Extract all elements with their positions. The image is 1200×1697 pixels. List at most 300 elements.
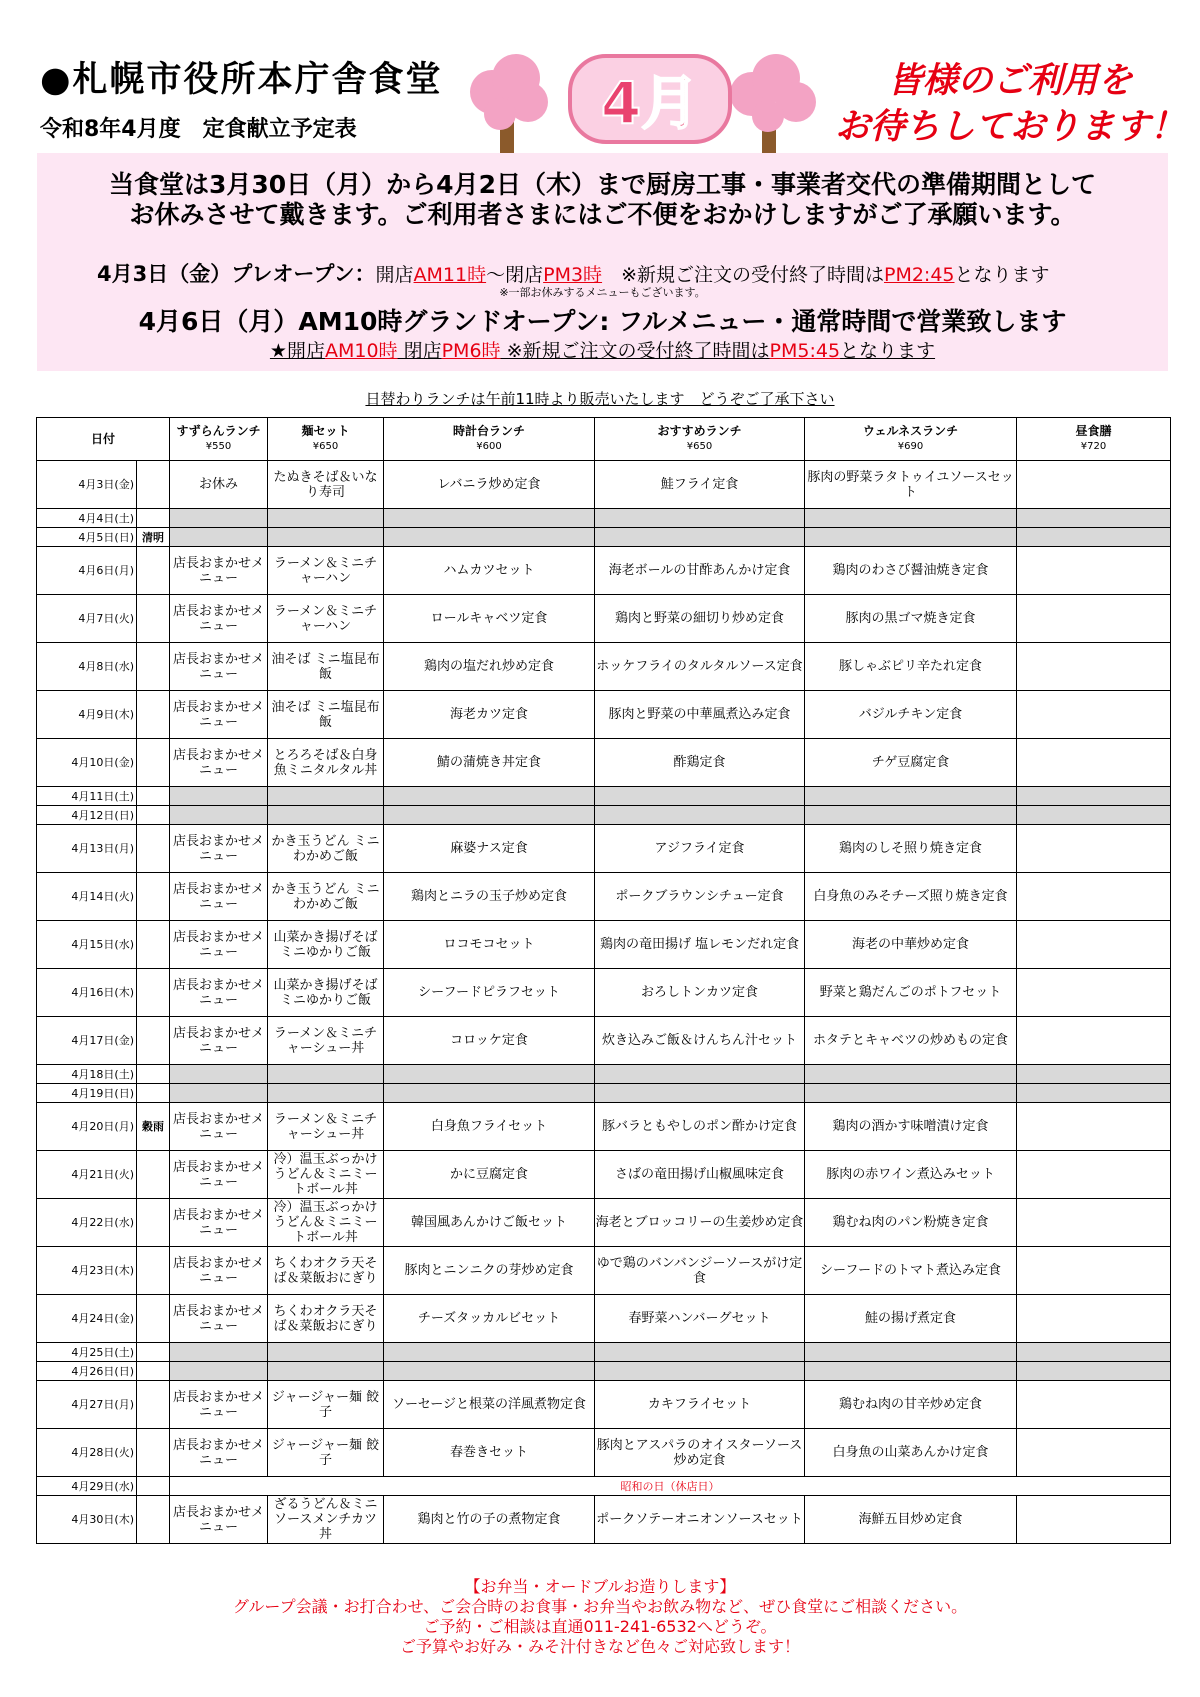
date-cell: 4月20日(月) bbox=[37, 1103, 137, 1151]
page-title: ●札幌市役所本庁舎食堂 bbox=[40, 60, 443, 100]
menu-cell-3: ハムカツセット bbox=[384, 547, 595, 595]
holiday-cell bbox=[137, 1084, 170, 1103]
weekend-cell bbox=[268, 1362, 384, 1381]
column-header-price: ¥720 bbox=[1080, 441, 1107, 452]
column-header bbox=[1017, 418, 1171, 461]
grand-order-time: PM5:45 bbox=[769, 340, 841, 362]
menu-cell-5: 鶏むね肉のパン粉焼き定食 bbox=[805, 1199, 1017, 1247]
weekend-cell bbox=[805, 528, 1017, 547]
menu-cell-4: カキフライセット bbox=[595, 1381, 805, 1429]
holiday-cell bbox=[137, 1343, 170, 1362]
closed-day-cell: 昭和の日（休店日） bbox=[170, 1477, 1171, 1496]
holiday-cell bbox=[137, 1151, 170, 1199]
menu-cell-2: ざるうどん＆ミニソースメンチカツ丼 bbox=[268, 1496, 384, 1544]
holiday-cell bbox=[137, 643, 170, 691]
weekend-cell bbox=[268, 509, 384, 528]
date-cell: 4月23日(木) bbox=[37, 1247, 137, 1295]
holiday-cell bbox=[137, 1496, 170, 1544]
weekend-cell bbox=[268, 528, 384, 547]
menu-cell-5: シーフードのトマト煮込み定食 bbox=[805, 1247, 1017, 1295]
date-cell: 4月4日(土) bbox=[37, 509, 137, 528]
menu-cell-4: 酢鶏定食 bbox=[595, 739, 805, 787]
menu-cell-4: さばの竜田揚げ山椒風味定食 bbox=[595, 1151, 805, 1199]
table-row bbox=[37, 1496, 1171, 1544]
menu-cell-4: おろしトンカツ定食 bbox=[595, 969, 805, 1017]
holiday-cell bbox=[137, 509, 170, 528]
table-row bbox=[37, 1103, 1171, 1151]
menu-cell-4: 海老ボールの甘酢あんかけ定食 bbox=[595, 547, 805, 595]
menu-cell-1: 店長おまかせメニュー bbox=[170, 1429, 268, 1477]
table-row bbox=[37, 595, 1171, 643]
menu-cell-1: 店長おまかせメニュー bbox=[170, 873, 268, 921]
menu-cell-5: 鶏肉の酒かす味噌漬け定食 bbox=[805, 1103, 1017, 1151]
menu-cell-2: かき玉うどん ミニわかめご飯 bbox=[268, 825, 384, 873]
greeting-banner bbox=[820, 58, 1200, 150]
grand-close-label: 閉店 bbox=[397, 340, 442, 362]
menu-cell-1: 店長おまかせメニュー bbox=[170, 1247, 268, 1295]
weekend-cell bbox=[170, 1362, 268, 1381]
cherry-tree-icon-left bbox=[470, 54, 548, 154]
footer-line-2: グループ会議・お打合わせ、ご会合時のお食事・お弁当やお飲み物など、ぜひ食堂にご相談ください。 bbox=[232, 1597, 968, 1616]
weekend-cell bbox=[595, 509, 805, 528]
menu-cell-4: 豚肉と野菜の中華風煮込み定食 bbox=[595, 691, 805, 739]
holiday-cell bbox=[137, 921, 170, 969]
table-row bbox=[37, 873, 1171, 921]
table-row bbox=[37, 1295, 1171, 1343]
menu-cell-3: ソーセージと根菜の洋風煮物定食 bbox=[384, 1381, 595, 1429]
table-row bbox=[37, 1151, 1171, 1199]
menu-cell-6 bbox=[1017, 691, 1171, 739]
menu-cell-6 bbox=[1017, 739, 1171, 787]
table-row bbox=[37, 1362, 1171, 1381]
weekend-cell bbox=[805, 1362, 1017, 1381]
date-cell: 4月22日(水) bbox=[37, 1199, 137, 1247]
menu-cell-2: たぬきそば＆いなり寿司 bbox=[268, 461, 384, 509]
weekend-cell bbox=[170, 806, 268, 825]
menu-cell-5: 海鮮五目炒め定食 bbox=[805, 1496, 1017, 1544]
table-row bbox=[37, 691, 1171, 739]
holiday-cell bbox=[137, 1429, 170, 1477]
menu-cell-6 bbox=[1017, 1017, 1171, 1065]
notice-line-2: お休みさせて戴きます。ご利用者さまにはご不便をおかけしますがご了承願います。 bbox=[129, 200, 1076, 229]
table-header-row bbox=[37, 418, 1171, 461]
column-header bbox=[384, 418, 595, 461]
weekend-cell bbox=[1017, 528, 1171, 547]
table-row bbox=[37, 1084, 1171, 1103]
date-cell: 4月6日(月) bbox=[37, 547, 137, 595]
grand-order-end: となります bbox=[840, 340, 936, 362]
holiday-cell bbox=[137, 1199, 170, 1247]
column-header bbox=[805, 418, 1017, 461]
weekend-cell bbox=[805, 509, 1017, 528]
menu-cell-6 bbox=[1017, 921, 1171, 969]
weekend-cell bbox=[805, 1343, 1017, 1362]
date-cell: 4月3日(金) bbox=[37, 461, 137, 509]
menu-cell-3: かに豆腐定食 bbox=[384, 1151, 595, 1199]
date-cell: 4月25日(土) bbox=[37, 1343, 137, 1362]
menu-cell-6 bbox=[1017, 1496, 1171, 1544]
column-header-label: おすすめランチ bbox=[657, 424, 742, 438]
weekend-cell bbox=[384, 787, 595, 806]
weekend-cell bbox=[595, 1084, 805, 1103]
menu-cell-1: お休み bbox=[170, 461, 268, 509]
pre-open-sep: ～閉店 bbox=[486, 264, 544, 286]
weekend-cell bbox=[268, 806, 384, 825]
pre-open-note: ※一部お休みするメニューもございます。 bbox=[499, 286, 706, 299]
menu-cell-2: 油そば ミニ塩昆布飯 bbox=[268, 691, 384, 739]
column-header-label: 時計台ランチ bbox=[453, 424, 526, 438]
footer-notice bbox=[0, 1577, 1200, 1657]
column-header bbox=[268, 418, 384, 461]
menu-cell-4: 鮭フライ定食 bbox=[595, 461, 805, 509]
menu-cell-4: ポークブラウンシチュー定食 bbox=[595, 873, 805, 921]
date-cell: 4月14日(火) bbox=[37, 873, 137, 921]
weekend-cell bbox=[384, 1084, 595, 1103]
column-header-price: ¥690 bbox=[897, 441, 924, 452]
menu-cell-5: 白身魚の山菜あんかけ定食 bbox=[805, 1429, 1017, 1477]
menu-cell-4: ホッケフライのタルタルソース定食 bbox=[595, 643, 805, 691]
weekend-cell bbox=[384, 528, 595, 547]
column-header-label: 日付 bbox=[91, 432, 116, 446]
menu-cell-3: 鶏肉と竹の子の煮物定食 bbox=[384, 1496, 595, 1544]
menu-cell-1: 店長おまかせメニュー bbox=[170, 921, 268, 969]
date-cell: 4月8日(水) bbox=[37, 643, 137, 691]
menu-cell-4: 海老とブロッコリーの生姜炒め定食 bbox=[595, 1199, 805, 1247]
menu-cell-6 bbox=[1017, 1429, 1171, 1477]
weekend-cell bbox=[170, 1343, 268, 1362]
holiday-cell bbox=[137, 825, 170, 873]
menu-cell-6 bbox=[1017, 1295, 1171, 1343]
grand-open-line: 4月6日（月）AM10時グランドオープン: フルメニュー・通常時間で営業致します bbox=[138, 307, 1067, 336]
date-cell: 4月28日(火) bbox=[37, 1429, 137, 1477]
table-row bbox=[37, 921, 1171, 969]
menu-cell-3: チーズタッカルビセット bbox=[384, 1295, 595, 1343]
menu-cell-1: 店長おまかせメニュー bbox=[170, 1496, 268, 1544]
menu-cell-1: 店長おまかせメニュー bbox=[170, 1151, 268, 1199]
weekend-cell bbox=[268, 787, 384, 806]
menu-cell-6 bbox=[1017, 1247, 1171, 1295]
date-cell: 4月19日(日) bbox=[37, 1084, 137, 1103]
weekend-cell bbox=[1017, 787, 1171, 806]
menu-cell-6 bbox=[1017, 1151, 1171, 1199]
holiday-cell bbox=[137, 787, 170, 806]
date-cell: 4月18日(土) bbox=[37, 1065, 137, 1084]
weekend-cell bbox=[595, 1343, 805, 1362]
weekend-cell bbox=[1017, 806, 1171, 825]
holiday-cell bbox=[137, 547, 170, 595]
footer-line-3: ご予約・ご相談は直通011-241-6532へどうぞ。 bbox=[423, 1617, 777, 1636]
date-cell: 4月7日(火) bbox=[37, 595, 137, 643]
menu-cell-5: 豚肉の赤ワイン煮込みセット bbox=[805, 1151, 1017, 1199]
table-row bbox=[37, 825, 1171, 873]
column-header-price: ¥650 bbox=[686, 441, 713, 452]
weekend-cell bbox=[268, 1084, 384, 1103]
holiday-cell bbox=[137, 691, 170, 739]
menu-cell-3: 鶏肉の塩だれ炒め定食 bbox=[384, 643, 595, 691]
menu-cell-3: 麻婆ナス定食 bbox=[384, 825, 595, 873]
table-row bbox=[37, 1199, 1171, 1247]
date-cell: 4月30日(木) bbox=[37, 1496, 137, 1544]
date-cell: 4月26日(日) bbox=[37, 1362, 137, 1381]
weekend-cell bbox=[384, 1362, 595, 1381]
column-header-price: ¥550 bbox=[205, 441, 232, 452]
menu-cell-3: 白身魚フライセット bbox=[384, 1103, 595, 1151]
date-cell: 4月5日(日) bbox=[37, 528, 137, 547]
greeting-line-2: お待ちしております！ bbox=[834, 107, 1185, 147]
date-cell: 4月29日(水) bbox=[37, 1477, 137, 1496]
menu-cell-6 bbox=[1017, 547, 1171, 595]
daily-lunch-note: 日替わりランチは午前11時より販売いたします どうぞご了承下さい bbox=[365, 390, 835, 408]
holiday-cell bbox=[137, 1017, 170, 1065]
weekend-cell bbox=[595, 1362, 805, 1381]
menu-cell-3: 豚肉とニンニクの芽炒め定食 bbox=[384, 1247, 595, 1295]
weekend-cell bbox=[170, 1084, 268, 1103]
column-header-label: 麺セット bbox=[301, 424, 350, 438]
table-row bbox=[37, 643, 1171, 691]
menu-cell-3: 鯖の蒲焼き丼定食 bbox=[384, 739, 595, 787]
weekend-cell bbox=[805, 806, 1017, 825]
weekend-cell bbox=[170, 787, 268, 806]
weekend-cell bbox=[170, 509, 268, 528]
menu-cell-2: 油そば ミニ塩昆布飯 bbox=[268, 643, 384, 691]
column-header bbox=[37, 418, 170, 461]
holiday-cell bbox=[137, 1362, 170, 1381]
table-row bbox=[37, 1343, 1171, 1362]
menu-cell-4: 豚バラともやしのポン酢かけ定食 bbox=[595, 1103, 805, 1151]
date-cell: 4月24日(金) bbox=[37, 1295, 137, 1343]
weekend-cell bbox=[595, 528, 805, 547]
date-cell: 4月17日(金) bbox=[37, 1017, 137, 1065]
pre-close-time: PM3時 bbox=[543, 264, 603, 286]
date-cell: 4月16日(木) bbox=[37, 969, 137, 1017]
menu-cell-6 bbox=[1017, 1199, 1171, 1247]
table-row bbox=[37, 739, 1171, 787]
menu-cell-1: 店長おまかせメニュー bbox=[170, 1199, 268, 1247]
menu-cell-2: 山菜かき揚げそば ミニゆかりご飯 bbox=[268, 969, 384, 1017]
date-cell: 4月21日(火) bbox=[37, 1151, 137, 1199]
holiday-cell bbox=[137, 873, 170, 921]
pre-order-end: となります bbox=[954, 264, 1050, 286]
table-row bbox=[37, 1017, 1171, 1065]
holiday-cell bbox=[137, 1381, 170, 1429]
table-row bbox=[37, 528, 1171, 547]
menu-cell-2: ラーメン＆ミニチャーハン bbox=[268, 547, 384, 595]
menu-cell-3: レバニラ炒め定食 bbox=[384, 461, 595, 509]
table-row bbox=[37, 806, 1171, 825]
menu-cell-2: ジャージャー麺 餃子 bbox=[268, 1381, 384, 1429]
weekend-cell bbox=[1017, 509, 1171, 528]
menu-cell-3: 鶏肉とニラの玉子炒め定食 bbox=[384, 873, 595, 921]
menu-cell-2: 山菜かき揚げそば ミニゆかりご飯 bbox=[268, 921, 384, 969]
date-cell: 4月15日(水) bbox=[37, 921, 137, 969]
holiday-cell bbox=[137, 739, 170, 787]
holiday-cell bbox=[137, 1065, 170, 1084]
menu-cell-4: 豚肉とアスパラのオイスターソース炒め定食 bbox=[595, 1429, 805, 1477]
page-subtitle: 令和8年4月度 定食献立予定表 bbox=[40, 117, 357, 142]
menu-cell-2: ラーメン＆ミニチャーハン bbox=[268, 595, 384, 643]
grand-open-time: AM10時 bbox=[324, 340, 398, 362]
weekend-cell bbox=[1017, 1362, 1171, 1381]
menu-cell-3: シーフードピラフセット bbox=[384, 969, 595, 1017]
menu-cell-3: ロコモコセット bbox=[384, 921, 595, 969]
column-header-price: ¥650 bbox=[312, 441, 339, 452]
holiday-cell: 清明 bbox=[137, 528, 170, 547]
menu-cell-1: 店長おまかせメニュー bbox=[170, 969, 268, 1017]
notice-box bbox=[37, 153, 1168, 371]
holiday-cell bbox=[137, 595, 170, 643]
menu-cell-1: 店長おまかせメニュー bbox=[170, 1017, 268, 1065]
page-header bbox=[0, 0, 1200, 150]
table-row bbox=[37, 1247, 1171, 1295]
menu-cell-5: 鶏肉のわさび醤油焼き定食 bbox=[805, 547, 1017, 595]
menu-cell-5: ホタテとキャベツの炒めもの定食 bbox=[805, 1017, 1017, 1065]
table-row bbox=[37, 547, 1171, 595]
menu-cell-6 bbox=[1017, 825, 1171, 873]
menu-cell-3: コロッケ定食 bbox=[384, 1017, 595, 1065]
menu-cell-2: ちくわオクラ天そば＆菜飯おにぎり bbox=[268, 1247, 384, 1295]
notice-line-1: 当食堂は3月30日（月）から4月2日（木）まで厨房工事・事業者交代の準備期間として bbox=[109, 170, 1096, 199]
table-row bbox=[37, 509, 1171, 528]
grand-open-label: ★開店 bbox=[269, 340, 325, 362]
menu-cell-1: 店長おまかせメニュー bbox=[170, 739, 268, 787]
pre-open-open-label: 開店 bbox=[375, 264, 414, 286]
weekend-cell bbox=[384, 509, 595, 528]
menu-cell-4: ゆで鶏のバンバンジーソースがけ定食 bbox=[595, 1247, 805, 1295]
menu-cell-5: 鶏肉のしそ照り焼き定食 bbox=[805, 825, 1017, 873]
pre-open-time: AM11時 bbox=[413, 264, 487, 286]
date-cell: 4月10日(金) bbox=[37, 739, 137, 787]
column-header bbox=[595, 418, 805, 461]
menu-cell-6 bbox=[1017, 1103, 1171, 1151]
weekend-cell bbox=[384, 1343, 595, 1362]
cherry-tree-icon-right bbox=[730, 54, 816, 154]
table-body bbox=[37, 461, 1171, 1544]
menu-cell-5: 豚肉の野菜ラタトゥイユソースセット bbox=[805, 461, 1017, 509]
grand-order-text: ※新規ご注文の受付終了時間は bbox=[500, 340, 770, 362]
menu-cell-4: ポークソテーオニオンソースセット bbox=[595, 1496, 805, 1544]
holiday-cell bbox=[137, 1295, 170, 1343]
menu-cell-3: ロールキャベツ定食 bbox=[384, 595, 595, 643]
menu-cell-1: 店長おまかせメニュー bbox=[170, 547, 268, 595]
menu-cell-1: 店長おまかせメニュー bbox=[170, 1295, 268, 1343]
menu-cell-2: かき玉うどん ミニわかめご飯 bbox=[268, 873, 384, 921]
menu-cell-2: とろろそば＆白身魚ミニタルタル丼 bbox=[268, 739, 384, 787]
table-row bbox=[37, 461, 1171, 509]
holiday-cell: 穀雨 bbox=[137, 1103, 170, 1151]
menu-cell-4: 鶏肉と野菜の細切り炒め定食 bbox=[595, 595, 805, 643]
menu-cell-3: 春巻きセット bbox=[384, 1429, 595, 1477]
month-badge-text: 4月 bbox=[600, 69, 700, 137]
date-cell: 4月13日(月) bbox=[37, 825, 137, 873]
menu-cell-2: 冷）温玉ぶっかけうどん＆ミニミートボール丼 bbox=[268, 1199, 384, 1247]
pre-order-time: PM2:45 bbox=[883, 264, 955, 286]
footer-line-4: ご予算やお好み・みそ汁付きなど色々ご対応致します！ bbox=[399, 1637, 800, 1656]
menu-cell-4: 春野菜ハンバーグセット bbox=[595, 1295, 805, 1343]
menu-cell-1: 店長おまかせメニュー bbox=[170, 643, 268, 691]
menu-cell-1: 店長おまかせメニュー bbox=[170, 825, 268, 873]
menu-cell-5: チゲ豆腐定食 bbox=[805, 739, 1017, 787]
weekend-cell bbox=[1017, 1065, 1171, 1084]
menu-cell-5: 野菜と鶏だんごのポトフセット bbox=[805, 969, 1017, 1017]
column-header-label: ウェルネスランチ bbox=[862, 424, 959, 438]
column-header-label: すずらんランチ bbox=[176, 424, 261, 438]
column-header-price: ¥600 bbox=[476, 441, 502, 452]
weekend-cell bbox=[268, 1343, 384, 1362]
menu-cell-2: 冷）温玉ぶっかけうどん＆ミニミートボール丼 bbox=[268, 1151, 384, 1199]
month-badge-illustration bbox=[470, 48, 820, 160]
menu-cell-2: ちくわオクラ天そば＆菜飯おにぎり bbox=[268, 1295, 384, 1343]
weekend-cell bbox=[595, 1065, 805, 1084]
weekend-cell bbox=[595, 806, 805, 825]
menu-cell-3: 海老カツ定食 bbox=[384, 691, 595, 739]
menu-cell-4: 炊き込みご飯＆けんちん汁セット bbox=[595, 1017, 805, 1065]
menu-cell-1: 店長おまかせメニュー bbox=[170, 595, 268, 643]
weekend-cell bbox=[170, 528, 268, 547]
menu-cell-5: 鶏むね肉の甘辛炒め定食 bbox=[805, 1381, 1017, 1429]
date-cell: 4月27日(月) bbox=[37, 1381, 137, 1429]
menu-cell-5: バジルチキン定食 bbox=[805, 691, 1017, 739]
menu-cell-6 bbox=[1017, 1381, 1171, 1429]
table-row bbox=[37, 1065, 1171, 1084]
holiday-cell bbox=[137, 1247, 170, 1295]
weekend-cell bbox=[1017, 1084, 1171, 1103]
date-cell: 4月9日(木) bbox=[37, 691, 137, 739]
menu-cell-3: 韓国風あんかけご飯セット bbox=[384, 1199, 595, 1247]
menu-cell-1: 店長おまかせメニュー bbox=[170, 1381, 268, 1429]
weekend-cell bbox=[805, 1084, 1017, 1103]
menu-cell-6 bbox=[1017, 969, 1171, 1017]
menu-cell-5: 豚肉の黒ゴマ焼き定食 bbox=[805, 595, 1017, 643]
weekend-cell bbox=[384, 1065, 595, 1084]
grand-close-time: PM6時 bbox=[441, 340, 501, 362]
table-row bbox=[37, 1429, 1171, 1477]
table-row bbox=[37, 1477, 1171, 1496]
holiday-cell bbox=[137, 461, 170, 509]
menu-cell-4: アジフライ定食 bbox=[595, 825, 805, 873]
menu-cell-6 bbox=[1017, 643, 1171, 691]
menu-cell-2: ラーメン＆ミニチャーシュー丼 bbox=[268, 1017, 384, 1065]
menu-cell-5: 海老の中華炒め定食 bbox=[805, 921, 1017, 969]
table-row bbox=[37, 1381, 1171, 1429]
menu-cell-5: 鮭の揚げ煮定食 bbox=[805, 1295, 1017, 1343]
date-cell: 4月12日(日) bbox=[37, 806, 137, 825]
weekend-cell bbox=[384, 806, 595, 825]
menu-cell-1: 店長おまかせメニュー bbox=[170, 691, 268, 739]
holiday-cell bbox=[137, 969, 170, 1017]
menu-cell-6 bbox=[1017, 595, 1171, 643]
pre-order-text: ※新規ご注文の受付終了時間は bbox=[602, 264, 884, 286]
menu-cell-6 bbox=[1017, 873, 1171, 921]
menu-cell-2: ラーメン＆ミニチャーシュー丼 bbox=[268, 1103, 384, 1151]
menu-table bbox=[36, 417, 1171, 1544]
menu-cell-2: ジャージャー麺 餃子 bbox=[268, 1429, 384, 1477]
holiday-cell bbox=[137, 806, 170, 825]
menu-cell-6 bbox=[1017, 461, 1171, 509]
pre-open-label: 4月3日（金）プレオープン： bbox=[97, 262, 376, 286]
weekend-cell bbox=[595, 787, 805, 806]
footer-line-1: 【お弁当・オードブルお造りします】 bbox=[464, 1577, 736, 1596]
column-header bbox=[170, 418, 268, 461]
date-cell: 4月11日(土) bbox=[37, 787, 137, 806]
menu-cell-1: 店長おまかせメニュー bbox=[170, 1103, 268, 1151]
weekend-cell bbox=[805, 787, 1017, 806]
column-header-label: 昼食膳 bbox=[1075, 424, 1112, 438]
table-row bbox=[37, 787, 1171, 806]
grand-open-hours bbox=[37, 336, 1168, 363]
weekend-cell bbox=[268, 1065, 384, 1084]
weekend-cell bbox=[805, 1065, 1017, 1084]
table-row bbox=[37, 969, 1171, 1017]
